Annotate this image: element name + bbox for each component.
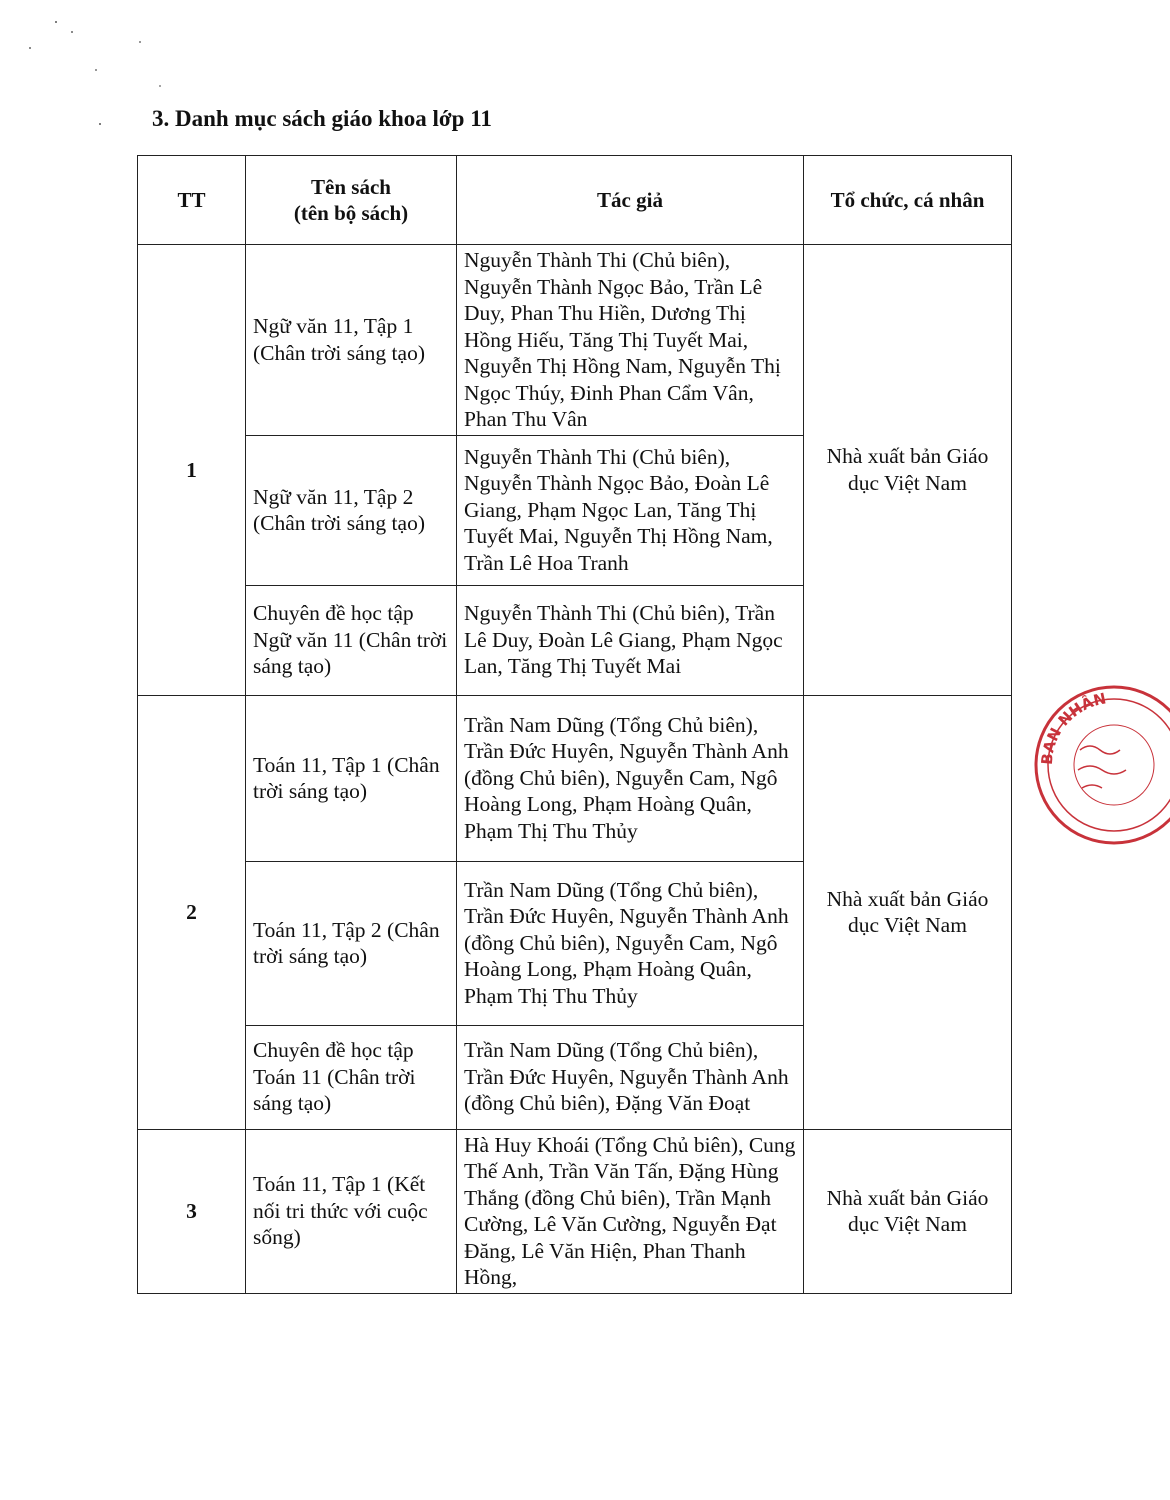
publisher: Nhà xuất bản Giáo dục Việt Nam	[804, 695, 1012, 1129]
book-name: Chuyên đề học tập Toán 11 (Chân trời sáng tạo)	[246, 1025, 457, 1129]
table-row	[138, 1129, 1012, 1293]
group-number: 3	[138, 1129, 246, 1293]
textbook-table	[137, 155, 1012, 1294]
book-authors: Trần Nam Dũng (Tổng Chủ biên), Trần Đức Huyên, Nguyễn Thành Anh (đồng Chủ biên), Nguyễn Cam, Ngô Hoàng Long, Phạm Hoàng Quân, Phạm Thị Thu Thủy	[457, 861, 804, 1025]
col-header-book-name-line2: (tên bộ sách)	[293, 201, 409, 225]
book-name: Toán 11, Tập 2 (Chân trời sáng tạo)	[246, 861, 457, 1025]
book-authors: Trần Nam Dũng (Tổng Chủ biên), Trần Đức Huyên, Nguyễn Thành Anh (đồng Chủ biên), Đặng Văn Đoạt	[457, 1025, 804, 1129]
section-heading: 3. Danh mục sách giáo khoa lớp 11	[152, 106, 492, 131]
col-header-tt: TT	[138, 156, 246, 245]
book-authors: Nguyễn Thành Thi (Chủ biên), Nguyễn Thành Ngọc Bảo, Trần Lê Duy, Phan Thu Hiền, Dương Thị Hồng Hiếu, Tăng Thị Tuyết Mai, Nguyễn Thị Hồng Nam, Nguyễn Thị Ngọc Thúy, Đinh Phan Cẩm Vân, Phan Thu Vân	[457, 245, 804, 436]
col-header-author: Tác giả	[457, 156, 804, 245]
publisher: Nhà xuất bản Giáo dục Việt Nam	[804, 245, 1012, 696]
book-name: Ngữ văn 11, Tập 2 (Chân trời sáng tạo)	[246, 435, 457, 585]
group-number: 1	[138, 245, 246, 696]
header-row	[138, 156, 1012, 245]
publisher: Nhà xuất bản Giáo dục Việt Nam	[804, 1129, 1012, 1293]
book-authors: Nguyễn Thành Thi (Chủ biên), Nguyễn Thành Ngọc Bảo, Đoàn Lê Giang, Phạm Ngọc Lan, Tăng Thị Tuyết Mai, Nguyễn Thị Hồng Nam, Trần Lê Hoa Tranh	[457, 435, 804, 585]
red-seal-stamp	[1030, 680, 1170, 850]
book-authors: Hà Huy Khoái (Tổng Chủ biên), Cung Thế Anh, Trần Văn Tấn, Đặng Hùng Thắng (đồng Chủ biên), Trần Mạnh Cường, Lê Văn Cường, Nguyễn Đạt Đăng, Lê Văn Hiện, Phan Thanh Hồng,	[457, 1129, 804, 1293]
col-header-org: Tổ chức, cá nhân	[804, 156, 1012, 245]
book-name: Chuyên đề học tập Ngữ văn 11 (Chân trời sáng tạo)	[246, 585, 457, 695]
table-row	[138, 695, 1012, 861]
book-name: Ngữ văn 11, Tập 1 (Chân trời sáng tạo)	[246, 245, 457, 436]
group-number: 2	[138, 695, 246, 1129]
book-name: Toán 11, Tập 1 (Kết nối tri thức với cuộc sống)	[246, 1129, 457, 1293]
book-name: Toán 11, Tập 1 (Chân trời sáng tạo)	[246, 695, 457, 861]
book-authors: Nguyễn Thành Thi (Chủ biên), Trần Lê Duy, Đoàn Lê Giang, Phạm Ngọc Lan, Tăng Thị Tuyết Mai	[457, 585, 804, 695]
col-header-book-name-line1: Tên sách	[311, 174, 391, 199]
svg-text:BAN NHÂN DÂN	[1030, 680, 1113, 765]
book-authors: Trần Nam Dũng (Tổng Chủ biên), Trần Đức Huyên, Nguyễn Thành Anh (đồng Chủ biên), Nguyễn Cam, Ngô Hoàng Long, Phạm Hoàng Quân, Phạm Thị Thu Thủy	[457, 695, 804, 861]
seal-text: BAN NHÂN	[1037, 689, 1108, 766]
table-row	[138, 245, 1012, 436]
col-header-book-name	[246, 156, 457, 245]
